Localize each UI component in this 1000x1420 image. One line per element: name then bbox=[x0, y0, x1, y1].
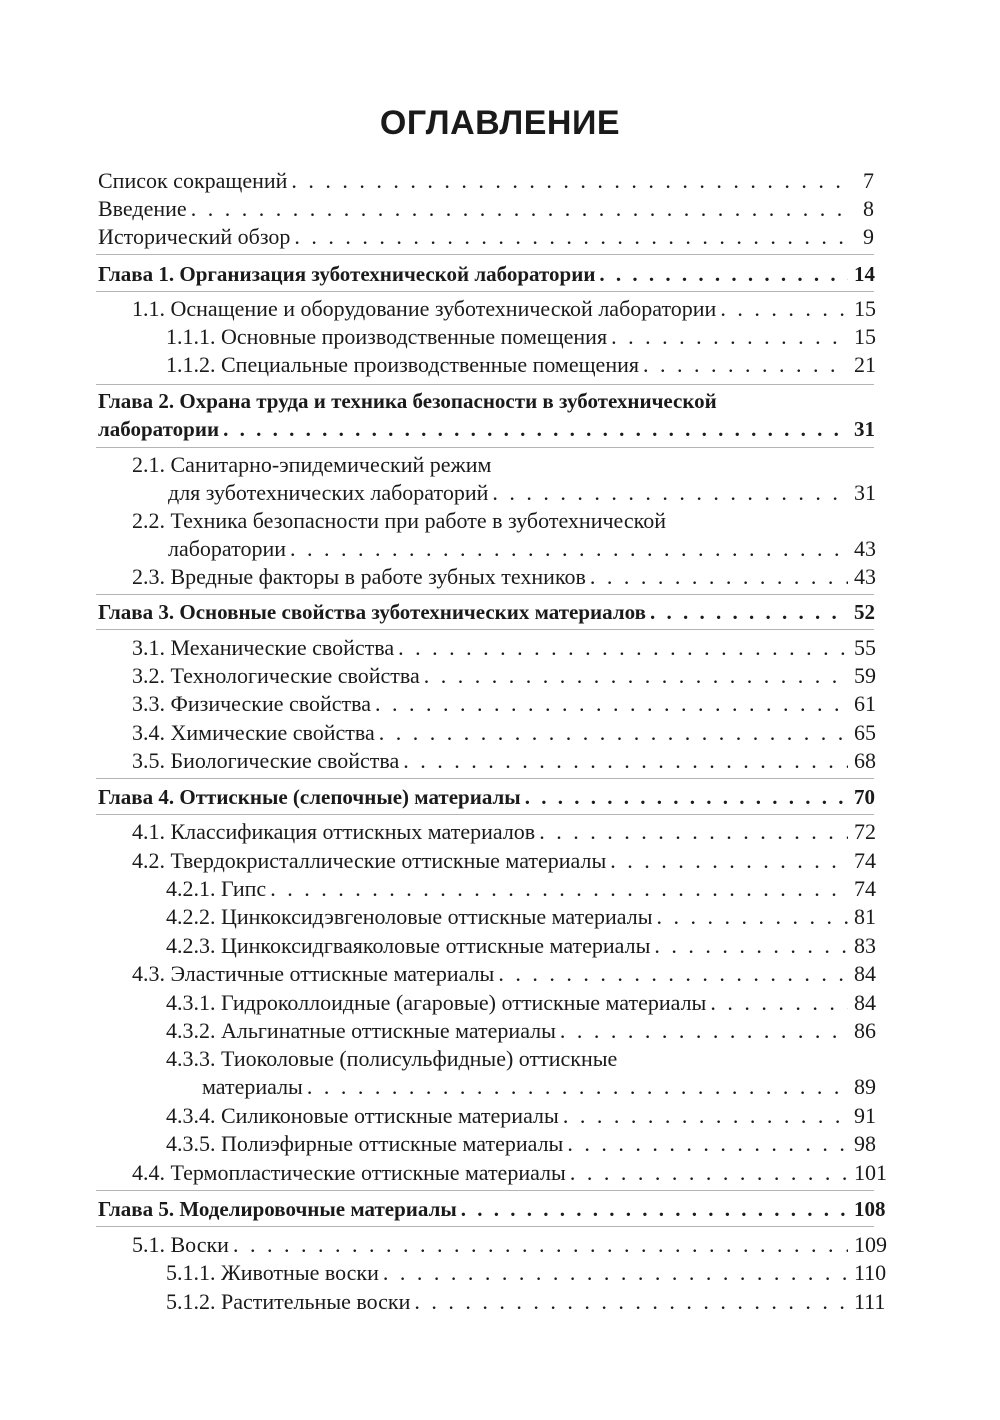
toc-line bbox=[166, 324, 874, 350]
section-divider bbox=[96, 814, 874, 815]
toc-entry-title-line2: лаборатории bbox=[168, 536, 287, 561]
toc-entry-title: 4.3.1. Гидроколлоидные (агаровые) оттискные материалы bbox=[166, 990, 707, 1015]
toc-page-number: 86 bbox=[854, 1018, 876, 1043]
toc-entry-title: 5.1.2. Растительные воски bbox=[166, 1289, 411, 1314]
toc-entry-title: 3.2. Технологические свойства bbox=[132, 663, 420, 688]
toc-line bbox=[132, 848, 874, 874]
dot-leader bbox=[656, 904, 848, 930]
dot-leader bbox=[291, 168, 848, 194]
toc-page-number: 65 bbox=[854, 720, 876, 745]
toc-entry-title: 3.3. Физические свойства bbox=[132, 691, 372, 716]
toc-line bbox=[166, 1103, 874, 1129]
toc-entry-title: Глава 3. Основные свойства зуботехнических материалов bbox=[98, 600, 646, 624]
toc-entry-title: 4.3.5. Полиэфирные оттискные материалы bbox=[166, 1131, 564, 1156]
dot-leader bbox=[498, 961, 848, 987]
toc-page-number: 74 bbox=[854, 848, 876, 873]
dot-leader bbox=[560, 1018, 848, 1044]
toc-line bbox=[132, 748, 874, 774]
dot-leader bbox=[610, 848, 848, 874]
toc-line bbox=[166, 876, 874, 902]
dot-leader bbox=[567, 1131, 848, 1157]
toc-entry-title: 4.2.3. Цинкоксидгваяколовые оттискные материалы bbox=[166, 933, 651, 958]
dot-leader bbox=[290, 536, 848, 562]
toc-entry-title-line1: 2.2. Техника безопасности при работе в зуботехнической bbox=[132, 508, 666, 533]
toc-page-number: 61 bbox=[854, 691, 876, 716]
toc-entry-title-line1: 4.3.3. Тиоколовые (полисульфидные) оттискные bbox=[166, 1046, 618, 1071]
toc-line bbox=[132, 296, 874, 322]
toc-entry-title: 5.1. Воски bbox=[132, 1232, 229, 1257]
dot-leader bbox=[590, 564, 848, 590]
section-divider bbox=[96, 778, 874, 779]
toc-page-number: 72 bbox=[854, 819, 876, 844]
toc-entry-title: Глава 5. Моделировочные материалы bbox=[98, 1197, 457, 1221]
dot-leader bbox=[307, 1074, 848, 1100]
toc-line bbox=[132, 635, 874, 661]
toc-line bbox=[166, 352, 874, 378]
toc-page-number: 101 bbox=[854, 1160, 887, 1185]
toc-line bbox=[166, 990, 874, 1016]
dot-leader bbox=[424, 663, 848, 689]
toc-entry-title: 3.5. Биологические свойства bbox=[132, 748, 400, 773]
toc-page-number: 59 bbox=[854, 663, 876, 688]
toc-page-number: 8 bbox=[863, 196, 874, 221]
section-divider bbox=[96, 1226, 874, 1227]
toc-entry-title: Введение bbox=[98, 196, 187, 221]
section-divider bbox=[96, 447, 874, 448]
dot-leader bbox=[403, 748, 848, 774]
toc-page-number: 83 bbox=[854, 933, 876, 958]
toc-line bbox=[98, 168, 874, 194]
toc-line bbox=[132, 1232, 887, 1258]
toc-entry-title: 4.2.2. Цинкоксидэвгеноловые оттискные материалы bbox=[166, 904, 653, 929]
toc-page-number: 43 bbox=[854, 564, 876, 589]
dot-leader bbox=[525, 784, 848, 810]
toc-page-number: 81 bbox=[854, 904, 876, 929]
toc-page-number: 43 bbox=[854, 536, 876, 561]
dot-leader bbox=[383, 1260, 848, 1286]
toc-line bbox=[98, 416, 874, 442]
toc-line bbox=[166, 1131, 874, 1157]
toc-page-number: 74 bbox=[854, 876, 876, 901]
toc-entry-title: Исторический обзор bbox=[98, 224, 291, 249]
dot-leader bbox=[710, 990, 848, 1016]
toc-page-number: 7 bbox=[863, 168, 874, 193]
toc-line bbox=[202, 1074, 874, 1100]
toc-entry-title: 4.3.4. Силиконовые оттискные материалы bbox=[166, 1103, 559, 1128]
toc-entry-title: Глава 1. Организация зуботехнической лаборатории bbox=[98, 262, 596, 286]
toc-page-number: 109 bbox=[854, 1232, 887, 1257]
dot-leader bbox=[611, 324, 848, 350]
toc-page-number: 31 bbox=[854, 480, 876, 505]
dot-leader bbox=[379, 720, 848, 746]
toc-entry-title: 1.1.1. Основные производственные помещения bbox=[166, 324, 608, 349]
toc-page-number: 91 bbox=[854, 1103, 876, 1128]
dot-leader bbox=[539, 819, 848, 845]
toc-line bbox=[132, 1160, 887, 1186]
toc-entry-title: 5.1.1. Животные воски bbox=[166, 1260, 379, 1285]
toc-entry-title-line2: материалы bbox=[202, 1074, 303, 1099]
toc-line bbox=[132, 691, 874, 717]
toc-entry-title: 2.3. Вредные факторы в работе зубных техников bbox=[132, 564, 586, 589]
dot-leader bbox=[233, 1232, 848, 1258]
section-divider bbox=[96, 384, 874, 385]
section-divider bbox=[96, 594, 874, 595]
toc-entry-title: 3.1. Механические свойства bbox=[132, 635, 395, 660]
toc-entry-title: 4.4. Термопластические оттискные материалы bbox=[132, 1160, 566, 1185]
toc-line bbox=[98, 784, 874, 810]
dot-leader bbox=[650, 599, 848, 625]
toc-line bbox=[166, 904, 874, 930]
toc-line bbox=[132, 720, 874, 746]
toc-page-number: 14 bbox=[854, 262, 875, 286]
toc-entry-title-line1: Глава 2. Охрана труда и техника безопасности в зуботехнической bbox=[98, 389, 717, 413]
dot-leader bbox=[570, 1160, 848, 1186]
dot-leader bbox=[375, 691, 848, 717]
dot-leader bbox=[654, 933, 848, 959]
section-divider bbox=[96, 1190, 874, 1191]
toc-entry-title-line2: лаборатории bbox=[98, 417, 220, 441]
dot-leader bbox=[720, 296, 848, 322]
toc-line bbox=[132, 564, 874, 590]
toc-entry-title: 3.4. Химические свойства bbox=[132, 720, 375, 745]
toc-line bbox=[98, 1196, 886, 1222]
page-title: ОГЛАВЛЕНИЕ bbox=[379, 104, 621, 142]
toc-page-number: 15 bbox=[854, 324, 876, 349]
section-divider bbox=[96, 254, 874, 255]
toc-page-number: 89 bbox=[854, 1074, 876, 1099]
toc-page-number: 31 bbox=[854, 417, 875, 441]
toc-line bbox=[132, 819, 874, 845]
toc-page-number: 15 bbox=[854, 296, 876, 321]
toc-line bbox=[168, 536, 874, 562]
toc-line bbox=[166, 1018, 874, 1044]
toc-page-number: 84 bbox=[854, 990, 876, 1015]
toc-line bbox=[166, 1260, 887, 1286]
dot-leader bbox=[294, 224, 848, 250]
toc-entry-title: 4.3. Эластичные оттискные материалы bbox=[132, 961, 495, 986]
toc-entry-title: Глава 4. Оттискные (слепочные) материалы bbox=[98, 785, 521, 809]
toc-page-number: 52 bbox=[854, 600, 875, 624]
toc-page-number: 70 bbox=[854, 785, 875, 809]
toc-entry-title: 4.1. Классификация оттискных материалов bbox=[132, 819, 536, 844]
section-divider bbox=[96, 629, 874, 630]
section-divider bbox=[96, 291, 874, 292]
toc-line bbox=[168, 480, 874, 506]
toc-entry-title: Список сокращений bbox=[98, 168, 288, 193]
dot-leader bbox=[599, 261, 848, 287]
toc-page-number: 21 bbox=[854, 352, 876, 377]
dot-leader bbox=[191, 196, 848, 222]
toc-line bbox=[98, 224, 874, 250]
toc-page-number: 68 bbox=[854, 748, 876, 773]
toc-entry-title: 4.3.2. Альгинатные оттискные материалы bbox=[166, 1018, 556, 1043]
dot-leader bbox=[643, 352, 848, 378]
toc-line bbox=[166, 1289, 886, 1315]
toc-page-number: 111 bbox=[854, 1289, 886, 1314]
dot-leader bbox=[563, 1103, 848, 1129]
toc-entry-title-line2: для зуботехнических лабораторий bbox=[168, 480, 489, 505]
dot-leader bbox=[461, 1196, 848, 1222]
toc-page-number: 98 bbox=[854, 1131, 876, 1156]
toc-line bbox=[98, 599, 874, 625]
toc-entry-title: 1.1. Оснащение и оборудование зуботехнической лаборатории bbox=[132, 296, 717, 321]
toc-page-number: 55 bbox=[854, 635, 876, 660]
toc-page-number: 84 bbox=[854, 961, 876, 986]
toc-entry-title: 4.2. Твердокристаллические оттискные материалы bbox=[132, 848, 607, 873]
dot-leader bbox=[223, 416, 848, 442]
dot-leader bbox=[270, 876, 848, 902]
toc-line bbox=[98, 261, 874, 287]
toc-line bbox=[132, 663, 874, 689]
toc-line bbox=[166, 933, 874, 959]
toc-page-number: 108 bbox=[854, 1197, 886, 1221]
dot-leader bbox=[492, 480, 848, 506]
toc-page-number: 9 bbox=[863, 224, 874, 249]
dot-leader bbox=[398, 635, 848, 661]
toc-entry-title: 1.1.2. Специальные производственные помещения bbox=[166, 352, 639, 377]
toc-page-number: 110 bbox=[854, 1260, 887, 1285]
toc-line bbox=[98, 196, 874, 222]
toc-entry-title-line1: 2.1. Санитарно-эпидемический режим bbox=[132, 452, 492, 477]
dot-leader bbox=[414, 1289, 848, 1315]
toc-line bbox=[132, 961, 874, 987]
toc-entry-title: 4.2.1. Гипс bbox=[166, 876, 267, 901]
